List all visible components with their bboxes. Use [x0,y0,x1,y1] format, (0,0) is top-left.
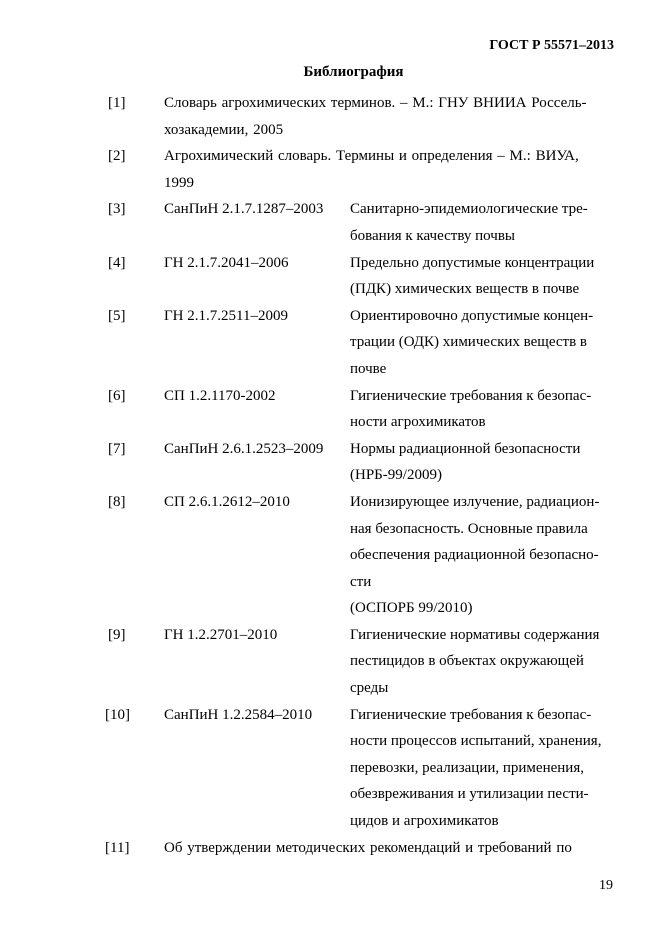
entry-code: СанПиН 2.1.7.1287–2003 [164,201,324,218]
bibliography-entry [108,143,616,196]
entry-line: Нормы радиационной безопасности [350,440,581,457]
page-title: Библиография [303,64,404,80]
entry-line: Гигиенические нормативы содержания [350,626,600,643]
entry-line: ная безопасность. Основные правила [350,520,588,537]
entry-line: Ориентировочно допустимые концен- [350,307,594,324]
entry-text [164,835,616,862]
entry-line: цидов и агрохимикатов [350,813,499,830]
entry-line: Об утверждении методических рекомендаций и требований по [164,839,572,856]
entry-line: Санитарно-эпидемиологические тре- [350,201,588,218]
entry-line: перевозки, реализации, применения, [350,759,584,776]
entry-line: ности агрохимикатов [350,414,486,431]
entry-line: Гигиенические требования к безопас- [350,387,592,404]
bibliography-entry [108,622,616,702]
bibliography-entry [108,489,616,622]
entry-line: ности процессов испытаний, хранения, [350,733,602,750]
bibliography-list [105,90,616,861]
entry-number: [9] [108,626,126,643]
entry-text [164,90,616,143]
bibliography-entry [108,303,616,383]
entry-number: [1] [108,95,126,111]
bibliography-entry [108,196,616,249]
entry-line: хозакадемии, 2005 [164,121,284,138]
entry-line: Предельно допустимые концентрации [350,254,595,271]
bibliography-entry [108,436,616,489]
entry-number: [10] [105,706,130,723]
entry-line: (НРБ-99/2009) [350,467,442,484]
entry-text [164,143,616,196]
entry-description [350,303,616,383]
entry-line: трации (ОДК) химических веществ в [350,334,587,351]
entry-code: ГН 2.1.7.2041–2006 [164,254,289,271]
entry-description [350,196,616,249]
entry-line: обеспечения радиационной безопасно- [350,547,599,564]
entry-line: пестицидов в объектах окружающей [350,653,584,670]
entry-line: среды [350,680,389,697]
entry-description [350,383,616,436]
entry-line: бования к качеству почвы [350,227,515,244]
entry-description [350,250,616,303]
entry-code: ГН 1.2.2701–2010 [164,626,278,643]
entry-number: [6] [108,387,126,404]
entry-line: сти [350,573,372,590]
entry-description [350,702,616,835]
bibliography-entry [108,90,616,143]
entry-number: [11] [105,839,130,856]
entry-code: ГН 2.1.7.2511–2009 [164,307,288,324]
page-number: 19 [599,878,613,893]
entry-number: [2] [108,148,126,165]
entry-code: СанПиН 1.2.2584–2010 [164,706,313,723]
bibliography-entry [105,835,616,862]
standard-code: ГОСТ Р 55571–2013 [489,38,614,53]
entry-number: [4] [108,254,126,271]
entry-description [350,489,616,622]
entry-description [350,622,616,702]
entry-code: СанПиН 2.6.1.2523–2009 [164,440,324,457]
entry-line: (ОСПОРБ 99/2010) [350,600,473,617]
entry-number: [7] [108,440,126,457]
entry-code: СП 2.6.1.2612–2010 [164,493,290,510]
entry-number: [3] [108,201,126,218]
bibliography-entry [108,383,616,436]
entry-number: [5] [108,307,126,324]
entry-description [350,436,616,489]
entry-line: (ПДК) химических веществ в почве [350,281,580,298]
bibliography-entry [108,250,616,303]
entry-line: обезвреживания и утилизации пести- [350,786,589,803]
entry-code: СП 1.2.1170-2002 [164,387,276,404]
bibliography-entry [105,702,616,835]
entry-number: [8] [108,493,126,510]
entry-line: Агрохимический словарь. Термины и определения – М.: ВИУА, [164,148,579,165]
entry-line: Словарь агрохимических терминов. – М.: ГНУ ВНИИА Россель- [164,95,587,111]
entry-line: Гигиенические требования к безопас- [350,706,592,723]
entry-line: почве [350,360,387,377]
entry-line: 1999 [164,174,194,191]
entry-line: Ионизирующее излучение, радиацион- [350,493,600,510]
